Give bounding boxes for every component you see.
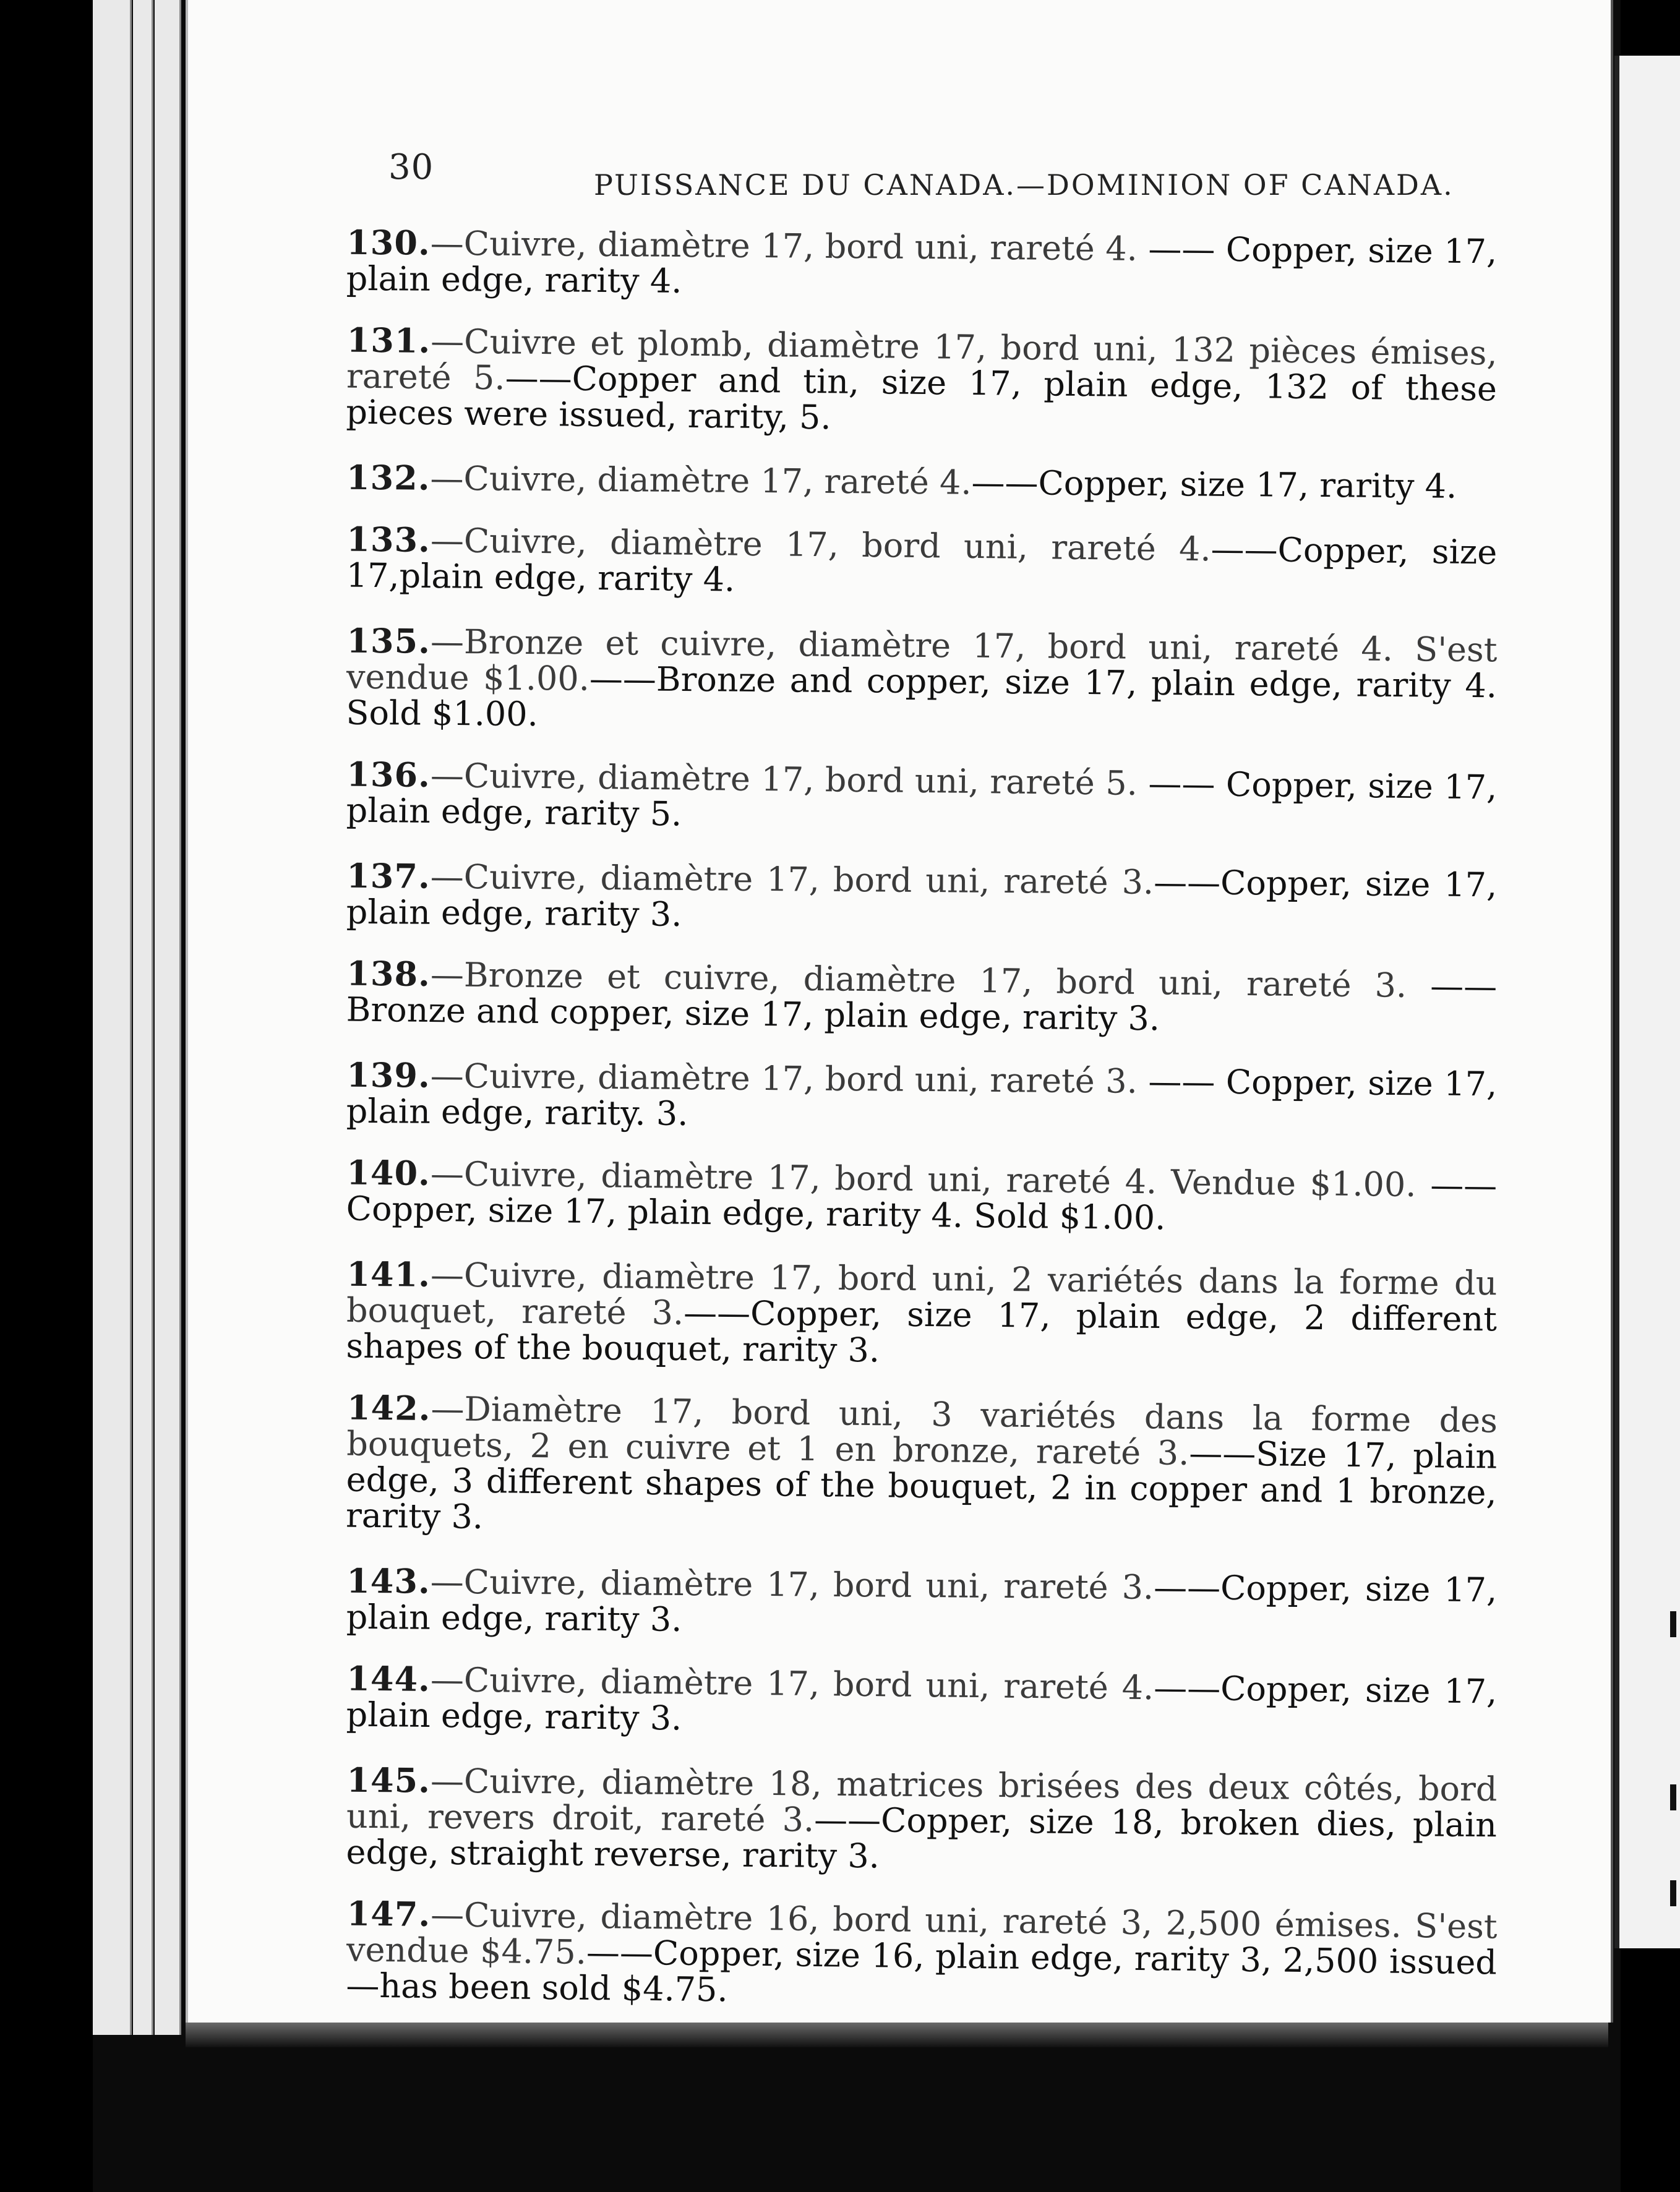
- entry-french-text: —Cuivre et plomb, diamètre 17, bord uni, 132 pièces émises, rareté 5.: [346, 321, 1498, 398]
- entry-number: 138.: [346, 953, 431, 994]
- entry-english-text: —— Copper, size 17, plain edge, rarity 4. Sold $1.00.: [346, 1165, 1498, 1238]
- entry-number: 144.: [346, 1658, 431, 1699]
- entry-english-text: ——Copper, size 17, plain edge, rarity 3.: [346, 1567, 1498, 1639]
- entry-english-text: ——Copper, size 16, plain edge, rarity 3, 2,500 issued —has been sold $4.75.: [346, 1932, 1498, 2010]
- facing-page-mark: [1670, 1784, 1676, 1810]
- entry-number: 135.: [346, 620, 431, 661]
- entry-french-text: —Cuivre, diamètre 17, bord uni, rareté 4.: [430, 1659, 1154, 1708]
- facing-page-edge: [1614, 56, 1680, 1948]
- entry-number: 132.: [346, 457, 431, 498]
- entry-french-text: —Bronze et cuivre, diamètre 17, bord uni, rareté 4. S'est vendue $1.00.: [346, 622, 1498, 698]
- catalogue-entry: [346, 955, 1497, 1040]
- entry-number: 136.: [346, 754, 431, 795]
- catalogue-entry: [346, 1762, 1497, 1880]
- page-number: 30: [388, 147, 434, 187]
- catalogue-entry: [346, 222, 1498, 306]
- entry-number: 130.: [346, 222, 431, 263]
- entry-french-text: —Cuivre, diamètre 17, bord uni, rareté 4.: [430, 223, 1138, 268]
- entry-number: 137.: [346, 855, 431, 896]
- entry-french-text: —Cuivre, diamètre 16, bord uni, rareté 3, 2,500 émises. S'est vendue $4.75.: [346, 1894, 1498, 1972]
- entry-french-text: —Cuivre, diamètre 17, bord uni, rareté 3.: [430, 857, 1154, 902]
- facing-page-mark: [1670, 1611, 1676, 1637]
- catalogue-entry: [346, 1660, 1497, 1745]
- entry-english-text: ——Bronze and copper, size 17, plain edge, rarity 4. Sold $1.00.: [346, 659, 1498, 734]
- catalogue-entry: [346, 1563, 1498, 1645]
- entry-number: 142.: [346, 1387, 431, 1428]
- entry-english-text: ——Copper, size 17, rarity 4.: [971, 463, 1457, 506]
- entry-english-text: —— Bronze and copper, size 17, plain edge, rarity 3.: [346, 965, 1498, 1038]
- catalogue-entries: [345, 222, 1498, 2037]
- catalogue-entry: [346, 756, 1497, 841]
- catalogue-entry: [346, 521, 1497, 606]
- entry-english-text: ——Copper, size 17,plain edge, rarity 4.: [346, 529, 1498, 599]
- entry-english-text: —— Copper, size 17, plain edge, rarity. 3.: [346, 1061, 1498, 1134]
- entry-number: 133.: [346, 519, 431, 560]
- catalogue-entry: [346, 620, 1498, 740]
- entry-french-text: —Cuivre, diamètre 18, matrices brisées des deux côtés, bord uni, revers droit, rareté 3.: [346, 1761, 1498, 1839]
- entry-french-text: —Bronze et cuivre, diamètre 17, bord uni, rareté 3.: [430, 954, 1407, 1005]
- entry-french-text: —Cuivre, diamètre 17, bord uni, rareté 3.: [430, 1562, 1154, 1607]
- entry-french-text: —Cuivre, diamètre 17, bord uni, rareté 5.: [430, 755, 1138, 803]
- entry-english-text: ——Copper, size 18, broken dies, plain edge, straight reverse, rarity 3.: [346, 1800, 1498, 1876]
- entry-french-text: —Diamètre 17, bord uni, 3 variétés dans la forme des bouquets, 2 en cuivre et 1 en bronze, rareté 3.: [346, 1389, 1498, 1473]
- entry-french-text: —Cuivre, diamètre 17, rareté 4.: [430, 458, 972, 502]
- entry-french-text: —Cuivre, diamètre 17, bord uni, rareté 3.: [430, 1056, 1138, 1101]
- entry-english-text: —— Copper, size 17, plain edge, rarity 5.: [346, 763, 1498, 834]
- entry-french-text: —Cuivre, diamètre 17, bord uni, 2 variétés dans la forme du bouquet, rareté 3.: [346, 1255, 1498, 1332]
- catalogue-entry: [346, 1154, 1497, 1239]
- catalogue-entry: [346, 1895, 1498, 2016]
- catalogue-entry: [346, 1256, 1497, 1374]
- entry-number: 139.: [346, 1055, 431, 1095]
- catalogue-entry: [346, 855, 1498, 940]
- catalogue-entry: [346, 457, 1497, 506]
- entry-number: 143.: [346, 1561, 431, 1601]
- catalogue-entry: [346, 1389, 1498, 1546]
- entry-number: 141.: [346, 1254, 431, 1295]
- entry-number: 131.: [346, 320, 431, 361]
- entry-english-text: ——Copper, size 17, plain edge, 2 different shapes of the bouquet, rarity 3.: [346, 1293, 1498, 1370]
- running-title: PUISSANCE DU CANADA.—DOMINION OF CANADA.: [594, 168, 1454, 202]
- page-edge: [93, 0, 132, 2035]
- entry-english-text: ——Copper and tin, size 17, plain edge, 132 of these pieces were issued, rarity, 5.: [346, 358, 1498, 437]
- entry-number: 145.: [346, 1760, 431, 1800]
- entry-english-text: ——Size 17, plain edge, 3 different shapes of the bouquet, 2 in copper and 1 bronze, rarity 3.: [345, 1433, 1498, 1536]
- entry-french-text: —Cuivre, diamètre 17, bord uni, rareté 4.: [430, 520, 1211, 569]
- entry-english-text: ——Copper, size 17, plain edge, rarity 3.: [346, 1668, 1498, 1738]
- page-edge: [155, 0, 181, 2035]
- entry-number: 140.: [346, 1152, 431, 1193]
- facing-page-mark: [1670, 1880, 1676, 1906]
- catalogue-entry: [346, 1057, 1498, 1139]
- catalogue-entry: [346, 322, 1498, 443]
- entry-french-text: —Cuivre, diamètre 17, bord uni, rareté 4. Vendue $1.00.: [430, 1154, 1416, 1205]
- entry-number: 147.: [346, 1893, 431, 1934]
- entry-english-text: —— Copper, size 17, plain edge, rarity 4.: [346, 229, 1498, 301]
- entry-english-text: ——Copper, size 17, plain edge, rarity 3.: [346, 862, 1498, 934]
- page-edge: [133, 0, 153, 2035]
